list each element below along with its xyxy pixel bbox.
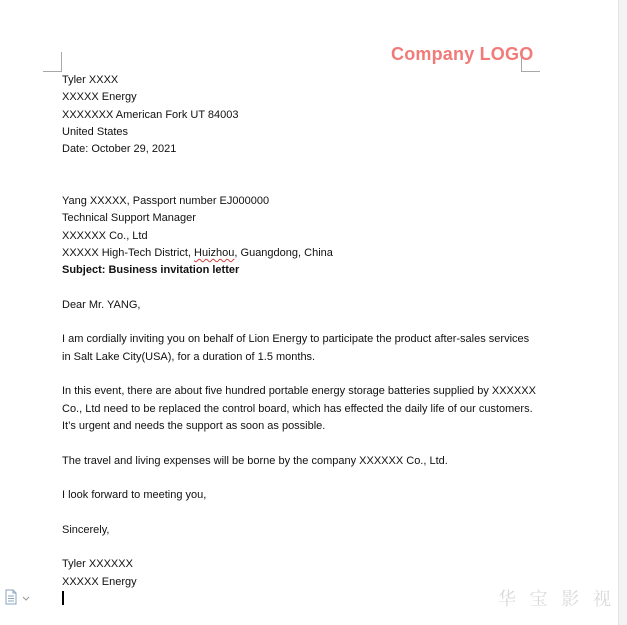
paragraph-2-line-3: It’s urgent and needs the support as soon as possible.	[62, 419, 326, 432]
blank-line	[62, 504, 542, 521]
blank-line	[62, 176, 542, 193]
paragraph-1-line-2: in Salt Lake City(USA), for a duration of 1.5 months.	[62, 350, 316, 363]
margin-mark-left-vertical	[61, 52, 62, 72]
scrollbar-track[interactable]	[618, 0, 627, 625]
paragraph-4: I look forward to meeting you,	[62, 489, 207, 502]
sender-name: Tyler XXXX	[62, 74, 119, 86]
recipient-address-prefix: XXXXX High-Tech District,	[62, 246, 195, 259]
company-logo-text: Company LOGO	[391, 44, 534, 64]
recipient-name: Yang XXXXX, Passport number EJ000000	[62, 195, 270, 208]
blank-line	[62, 280, 542, 297]
sender-company: XXXXX Energy	[62, 91, 137, 104]
blank-line	[62, 366, 542, 383]
paragraph-2-line-1: In this event, there are about five hundred portable energy storage batteries supplied by XXXXXX	[62, 385, 536, 398]
spellcheck-flagged-word[interactable]: Huizhou	[194, 246, 235, 259]
salutation: Dear Mr. YANG,	[62, 298, 141, 311]
blank-line	[62, 435, 542, 452]
letter-date: Date: October 29, 2021	[62, 143, 177, 156]
paragraph-3: The travel and living expenses will be borne by the company XXXXXX Co., Ltd.	[62, 454, 448, 467]
signature-company: XXXXX Energy	[62, 575, 137, 588]
recipient-address-suffix: , Guangdong, China	[234, 246, 333, 259]
watermark: 华 宝 影 视	[497, 589, 615, 610]
letter-subject: Subject: Business invitation letter	[62, 264, 240, 277]
recipient-title: Technical Support Manager	[62, 212, 196, 225]
letter-body[interactable]	[62, 72, 542, 591]
text-cursor	[62, 591, 64, 605]
sender-country: United States	[62, 125, 129, 138]
blank-line	[62, 470, 542, 487]
signature-name: Tyler XXXXXX	[62, 558, 133, 571]
closing: Sincerely,	[62, 523, 110, 536]
paragraph-1-line-1: I am cordially inviting you on behalf of Lion Energy to participate the product after-sales services	[62, 333, 530, 346]
paste-options-button[interactable]	[4, 589, 30, 605]
recipient-company: XXXXXX Co., Ltd	[62, 229, 148, 242]
blank-line	[62, 314, 542, 331]
sender-address: XXXXXXX American Fork UT 84003	[62, 108, 239, 121]
margin-mark-left-horizontal	[43, 71, 62, 72]
paragraph-2-line-2: Co., Ltd need to be replaced the control board, which has effected the daily life of our customers.	[62, 402, 533, 415]
document-icon	[4, 589, 30, 605]
recipient-address	[62, 245, 542, 262]
blank-line	[62, 539, 542, 556]
chevron-down-icon	[23, 597, 29, 600]
blank-line	[62, 158, 542, 175]
